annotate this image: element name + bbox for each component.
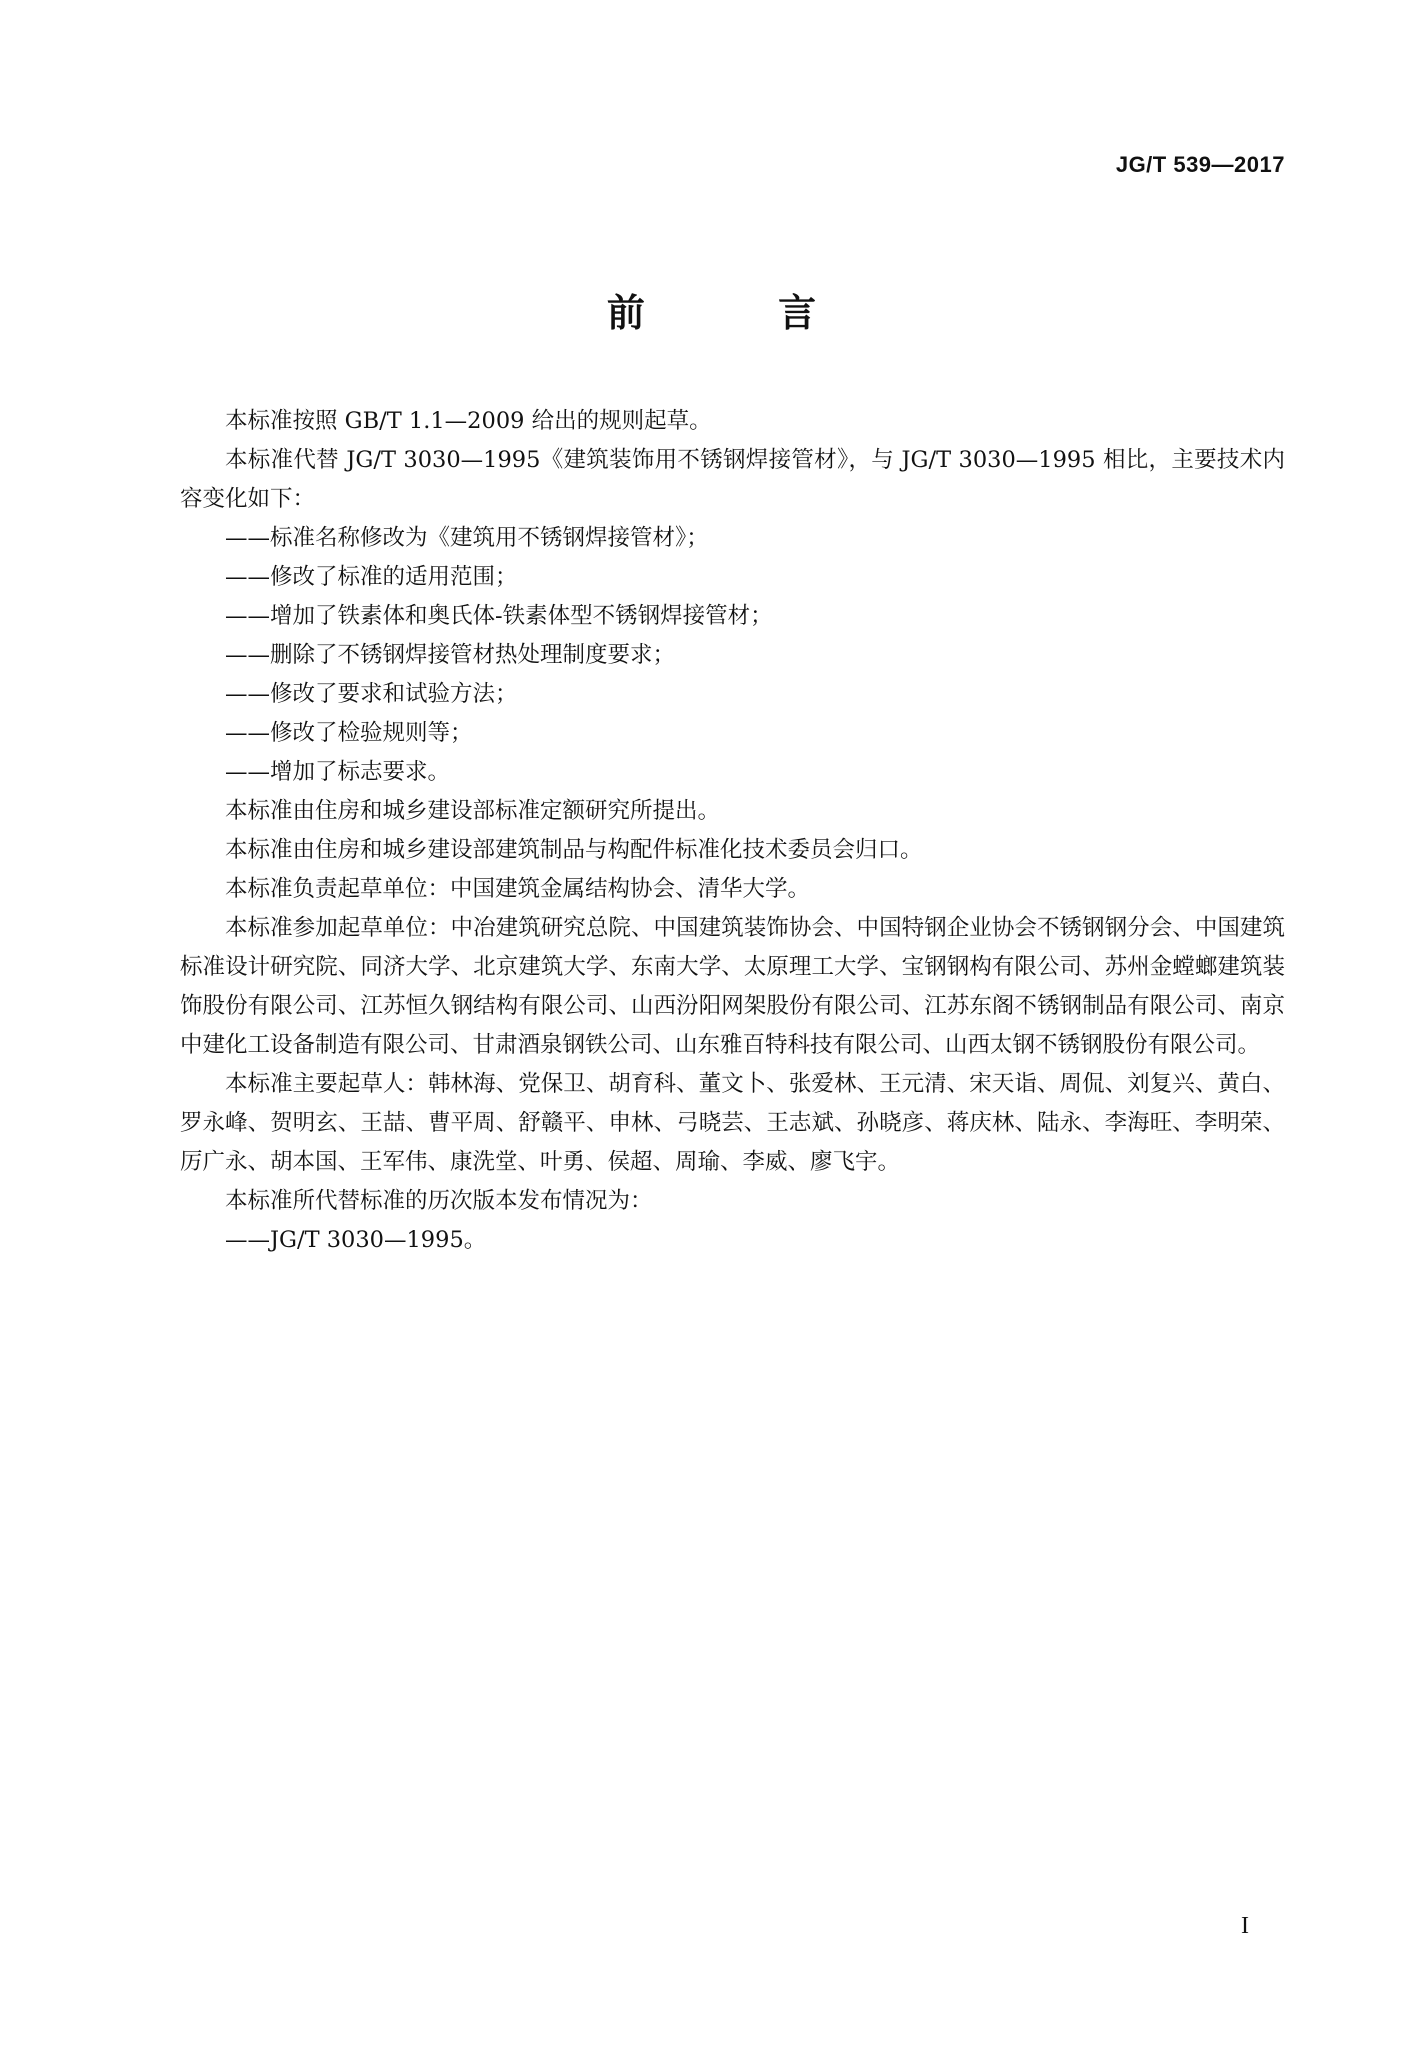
- paragraph-lead-drafters: 本标准负责起草单位：中国建筑金属结构协会、清华大学。: [225, 876, 811, 902]
- list-item-change: ——修改了检验规则等；: [225, 720, 473, 746]
- paragraph-main-drafters: 本标准主要起草人：韩林海、党保卫、胡育科、董文卜、张爱林、王元清、宋天诣、周侃、刘复兴、黄白、罗永峰、贺明玄、王喆、曹平周、舒赣平、申林、弓晓芸、王志斌、孙晓彦、蒋庆林、陆永、李海旺、李明荣、厉广永、胡本国、王军伟、康洗堂、叶勇、侯超、周瑜、李威、廖飞宇。: [180, 1071, 1285, 1175]
- document-code: JG/T 539—2017: [1115, 152, 1285, 177]
- paragraph-committee: 本标准由住房和城乡建设部建筑制品与构配件标准化技术委员会归口。: [225, 837, 923, 863]
- list-item-change: ——删除了不锈钢焊接管材热处理制度要求；: [225, 642, 676, 668]
- list-item-change: ——标准名称修改为《建筑用不锈钢焊接管材》；: [225, 525, 709, 551]
- foreword-body: [180, 402, 1285, 1260]
- list-item-change: ——增加了标志要求。: [225, 759, 451, 785]
- list-item-change: ——增加了铁素体和奥氏体-铁素体型不锈钢焊接管材；: [225, 603, 773, 629]
- list-item-change: ——修改了要求和试验方法；: [225, 681, 518, 707]
- list-item-history: ——JG/T 3030—1995。: [225, 1227, 487, 1253]
- paragraph-history: 本标准所代替标准的历次版本发布情况为：: [225, 1188, 653, 1214]
- paragraph-participating-drafters: 本标准参加起草单位：中冶建筑研究总院、中国建筑装饰协会、中国特钢企业协会不锈钢钢分会、中国建筑标准设计研究院、同济大学、北京建筑大学、东南大学、太原理工大学、宝钢钢构有限公司、苏州金螳螂建筑装饰股份有限公司、江苏恒久钢结构有限公司、山西汾阳网架股份有限公司、江苏东阁不锈钢制品有限公司、南京中建化工设备制造有限公司、甘肃酒泉钢铁公司、山东雅百特科技有限公司、山西太钢不锈钢股份有限公司。: [180, 915, 1285, 1058]
- list-item-change: ——修改了标准的适用范围；: [225, 564, 518, 590]
- paragraph-replacement: 本标准代替 JG/T 3030—1995《建筑装饰用不锈钢焊接管材》，与 JG/T 3030—1995 相比，主要技术内容变化如下：: [180, 447, 1285, 512]
- paragraph-proposer: 本标准由住房和城乡建设部标准定额研究所提出。: [225, 798, 721, 824]
- page-title: 前 言: [606, 291, 877, 335]
- paragraph-drafting-rules: 本标准按照 GB/T 1.1—2009 给出的规则起草。: [225, 408, 712, 434]
- page-number: I: [1241, 1913, 1249, 1939]
